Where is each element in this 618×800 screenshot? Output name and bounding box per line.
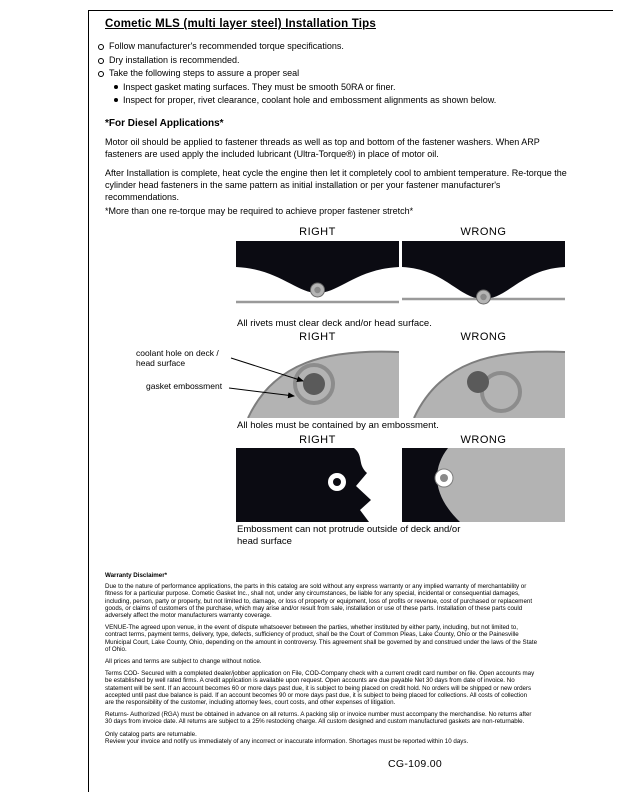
list-item: [98, 67, 578, 80]
warranty-paragraph: Due to the nature of performance applications, the parts in this catalog are sold without any express warranty or any implied warranty of merchantability or fitness for a particular purpose. Cometic Gasket Inc., shall not, under any circumstances, be liable for any special, incidental or consequential damages, including, person, party or property, but not limited to, damage, or loss of property or equipment, loss of profits or revenue, cost of purchased or replacement goods, or claims of customers of the purchase, which may arise and/or result from sale, installation or use of these parts. Installation of these parts could adversely affect the motor manufacturers warranty coverage.: [105, 583, 533, 620]
coolant-hole-icon: [303, 373, 325, 395]
coolant-hole-icon: [467, 371, 489, 393]
figure-hole-wrong: [402, 344, 565, 418]
hole-wrong-diagram: [402, 344, 565, 418]
list-item: [98, 40, 578, 53]
dot-bullet-icon: [114, 85, 118, 89]
rivet-right-diagram: [236, 241, 399, 315]
row3-right-label: RIGHT: [299, 434, 336, 446]
figure-embossment-wrong: [402, 448, 565, 522]
row2-caption: All holes must be contained by an embossment.: [237, 420, 439, 431]
list-sub-item: [114, 81, 578, 94]
list-item: [98, 54, 578, 67]
list-sub-item: [114, 94, 578, 107]
rivet-center: [480, 294, 486, 300]
row2-right-label: RIGHT: [299, 331, 336, 343]
circle-bullet-icon: [98, 71, 104, 77]
list-item-text: Follow manufacturer's recommended torque specifications.: [109, 41, 344, 51]
diesel-heading: *For Diesel Applications*: [105, 118, 224, 129]
circle-bullet-icon: [98, 58, 104, 64]
page-title: Cometic MLS (multi layer steel) Installation Tips: [105, 18, 376, 30]
warranty-section: [105, 572, 537, 750]
coolant-hole-annotation: coolant hole on deck / head surface: [136, 348, 219, 368]
warranty-heading: Warranty Disclaimer*: [105, 572, 168, 579]
row2-wrong-label: WRONG: [460, 331, 507, 343]
row1-right-label: RIGHT: [299, 226, 336, 238]
warranty-paragraph: Terms COD- Secured with a completed dealer/jobber application on File, COD-Company check with a current credit card number on file. Open accounts may be established by well rated firms. A credit application is available upon request. Open accounts are due payable Net 30 days from date of invoice. No statement will be sent. If an account becomes 60 or more days past due, it is subject to being placed on credit hold. No orders will be shipped or new orders accepted until past due balance is paid. If an account becomes 90 or more days past due, it is subject to being placed for collections. All costs of collection are the responsibility of the customer, including attorney fees, court costs, and other expenses of litigation.: [105, 670, 535, 707]
rivet-center: [314, 287, 320, 293]
embossment-right-diagram: [236, 448, 399, 522]
embossment-annotation: gasket embossment: [146, 381, 223, 391]
row3-caption: Embossment can not protrude outside of deck and/or head surface: [237, 524, 461, 547]
warranty-paragraph: Review your invoice and notify us immediately of any incorrect or inaccurate information. Shortages must be reported within 10 days.: [105, 737, 469, 745]
diesel-paragraph-2: After Installation is complete, heat cycle the engine then let it completely cool to ambient temperature. Re-torque the cylinder head fasteners in the same pattern as initial installation or per your fastener manufacturer's recommendations.: [105, 168, 567, 202]
figure-embossment-right: [236, 448, 399, 522]
list-item-text: Take the following steps to assure a proper seal: [109, 68, 300, 78]
embossment-wrong-diagram: [402, 448, 565, 522]
diesel-paragraph-1: Motor oil should be applied to fastener threads as well as top and bottom of the fastener washers. When ARP fasteners are used apply the included lubricant (Ultra-Torque®) in place of motor oil.: [105, 137, 540, 159]
figure-rivet-right: [236, 241, 399, 315]
warranty-paragraph: VENUE-The agreed upon venue, in the event of dispute whatsoever between the parties, whether instituted by either party, including, but not limited to, contract terms, payment terms, delivery, type, defects, sufficiency of product, shall be the Court of Common Pleas, Lake County, Ohio or the Painesville Municipal Court, Lake County, Ohio, depending on the amount in controversy. This agreement shall be governed by and construed under the laws of the State of Ohio.: [105, 624, 538, 653]
circle-bullet-icon: [98, 44, 104, 50]
installation-tips-list: [98, 40, 578, 108]
page-code: CG-109.00: [388, 758, 443, 770]
warranty-paragraph: Only catalog parts are returnable.: [105, 730, 197, 738]
hole-right-diagram: [236, 344, 399, 418]
figure-rivet-wrong: [402, 241, 565, 315]
list-item-text: Inspect gasket mating surfaces. They must be smooth 50RA or finer.: [123, 81, 396, 92]
list-item-text: Dry installation is recommended.: [109, 54, 240, 65]
warranty-paragraph: Returns- Authorized (RGA) must be obtained in advance on all returns. A packing slip or invoice number must accompany the merchandise. No returns after 30 days from invoice date. All returns are subject to a 25% restocking charge. All custom designed and custom manufactured gaskets are non-returnable.: [105, 711, 532, 726]
embossment-hole-center: [440, 474, 448, 482]
dot-bullet-icon: [114, 98, 118, 102]
figure-hole-right: [236, 344, 399, 418]
row1-wrong-label: WRONG: [460, 226, 507, 238]
retorque-note: *More than one re-torque may be required to achieve proper fastener stretch*: [105, 206, 414, 216]
list-item-text: Inspect for proper, rivet clearance, coolant hole and embossment alignments as shown below.: [123, 95, 497, 105]
row3-wrong-label: WRONG: [460, 434, 507, 446]
rivet-wrong-diagram: [402, 241, 565, 315]
row1-caption: All rivets must clear deck and/or head surface.: [237, 318, 432, 329]
embossment-hole-center: [333, 478, 341, 486]
deck-body-shape: [236, 448, 371, 522]
warranty-paragraph: All prices and terms are subject to change without notice.: [105, 658, 262, 666]
